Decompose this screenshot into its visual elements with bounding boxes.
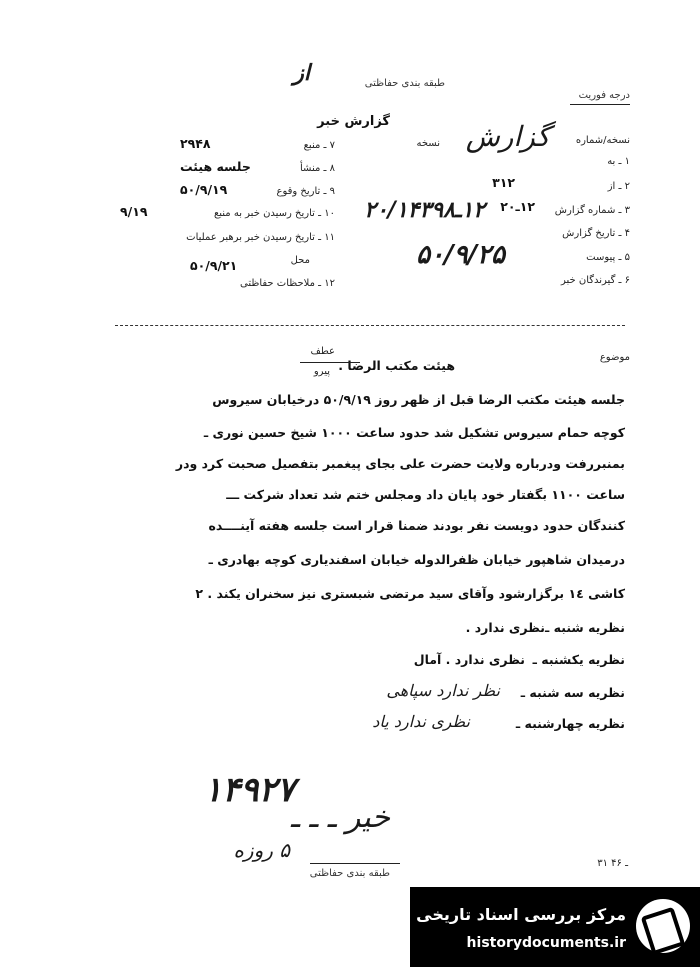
classification-top: طبقه بندی حفاظتی [364, 78, 445, 89]
form-field-label: ۱۲ ـ ملاحظات حفاظتی [240, 278, 335, 289]
form-field-value: ۹/۱۹ [120, 204, 148, 219]
form-field-value: ۳۱۲ [492, 175, 515, 190]
form-field-label: ۶ ـ گیرندگان خبر [560, 275, 630, 286]
body-line: ساعت ۱۱۰۰ بگفتار خود پایان داد ومجلس ختم شد تعداد شرکت ـــ [226, 487, 625, 502]
archive-site: historydocuments.ir [466, 935, 626, 951]
classification-bottom-rule [310, 863, 400, 864]
body-line: بمنبررفت ودرباره ولایت حضرت علی بجای پیغمبر بتفصیل صحبت کرد ودر [175, 456, 625, 471]
form-field-value: ۱۲ـ۲۰ [500, 199, 535, 214]
opinion-label: نظریه شنبه ـ [545, 620, 625, 635]
atf-rule [300, 362, 360, 363]
form-field-label: محل [290, 255, 310, 266]
opinion-label: نظریه سه شنبه ـ [520, 685, 625, 700]
opinion-label: نظریه یکشنبه ـ [532, 652, 625, 667]
form-field-value: ۵۰/۹/۱۹ [180, 182, 228, 197]
body-line: جلسه هیئت مکتب الرضا قبل از ظهر روز ۵۰/۹/۱۹ درخیابان سیروس [212, 392, 625, 407]
form-field-label: ۹ ـ تاریخ وقوع [276, 186, 335, 197]
opinion-text: نظری ندارد . [465, 620, 545, 635]
copy-handwritten: گزارش [465, 120, 550, 153]
peyro-label: پیرو [313, 366, 330, 377]
archive-logo-icon [636, 899, 690, 953]
body-line: کنندگان حدود دویست نفر بودند ضمنا قرار است جلسه هفته آینــــده [208, 518, 625, 533]
opinion-text: نظری ندارد . آمال [413, 652, 525, 667]
classification-bottom: طبقه بندی حفاظتی [309, 868, 390, 879]
copy-number-label: نسخه/شماره [575, 135, 630, 146]
handwritten-number: ۱۴۹۲۷ [203, 770, 295, 810]
form-field-label: ۲ ـ از [607, 181, 630, 192]
subject-value: هیئت مکتب الرضا . [338, 358, 455, 373]
opinion-label: نظریه چهارشنبه ـ [515, 716, 625, 731]
form-field-value: ۱۲ـ۲۰/۱۴۳۹۸ [364, 198, 485, 223]
header-divider [115, 325, 625, 326]
copy-label: نسخه [416, 138, 440, 149]
form-field-label: ۵ ـ پیوست [586, 252, 630, 263]
classification-stamp: از [293, 60, 310, 86]
form-field-value: ۲۹۴۸ [180, 136, 211, 151]
urgency-underline [570, 104, 630, 105]
form-field-value: جلسه هیئت [180, 159, 251, 174]
subject-label: موضوع [599, 352, 630, 363]
form-field-label: ۳ ـ شماره گزارش [554, 205, 630, 216]
form-field-label: ۴ ـ تاریخ گزارش [562, 228, 630, 239]
report-title: گزارش خبر [317, 114, 390, 129]
handwritten-note-line1: خیر ـ ـ ـ [290, 800, 390, 835]
archive-center-name: مرکز بررسی اسناد تاریخی [416, 905, 626, 924]
document-code: ۳۱ ـ ۴۶ [597, 858, 628, 869]
atf-label: عطف [310, 346, 335, 357]
body-line: کوچه حمام سیروس تشکیل شد حدود ساعت ۱۰۰۰ شیخ حسین نوری ـ [203, 425, 625, 440]
archive-watermark-bar [410, 887, 700, 967]
form-field-label: ۷ ـ منبع [303, 140, 335, 151]
form-field-label: ۱۰ ـ تاریخ رسیدن خبر به منبع [213, 208, 335, 219]
form-field-label: ۱۱ ـ تاریخ رسیدن خبر برهبر عملیات [186, 232, 335, 243]
body-line: کاشی ۱٤ برگزارشود وآقای سید مرتضی شبستری نیز سخنران یکند . ۲ [195, 586, 625, 601]
opinion-text: نظر ندارد سپاهی [386, 681, 500, 700]
handwritten-note-line2: ۵ روزه [233, 838, 290, 862]
form-field-label: ۱ ـ به [607, 156, 630, 167]
form-field-value: ۵۰/۹/۲۱ [190, 258, 238, 273]
urgency-label: درجه فوریت [578, 90, 630, 101]
body-line: درمیدان شاهپور خیابان ظفرالدوله خیابان اسفندیاری کوچه بهادری ـ [208, 552, 625, 567]
form-field-label: ۸ ـ منشأ [299, 163, 335, 174]
form-field-value: ۵۰/۹/۲۵ [416, 240, 505, 270]
opinion-text: نظری ندارد یاد [372, 712, 470, 731]
